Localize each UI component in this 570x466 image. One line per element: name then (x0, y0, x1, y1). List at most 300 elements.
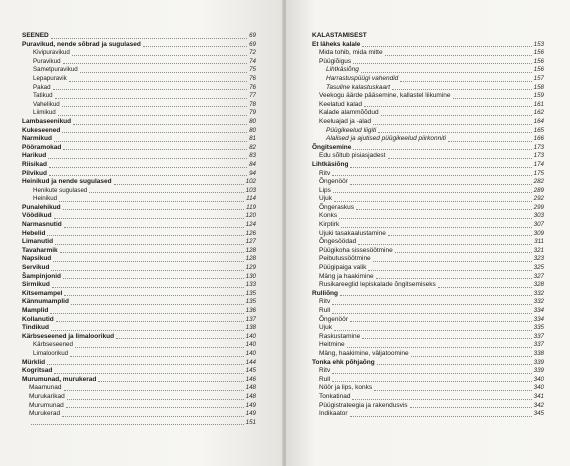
dot-leader (69, 81, 247, 82)
toc-left (22, 32, 256, 427)
toc-entry-title: Murukerad (29, 410, 61, 418)
toc-entry (22, 221, 256, 230)
dot-leader (73, 124, 247, 125)
toc-entry (22, 195, 256, 204)
dot-leader (50, 313, 243, 314)
dot-leader (58, 115, 247, 116)
toc-entry-title: Ritv (319, 169, 331, 177)
toc-entry (312, 144, 544, 153)
toc-entry (22, 316, 256, 325)
toc-entry (22, 359, 256, 368)
dot-leader (51, 270, 243, 271)
toc-entry (22, 58, 256, 67)
dot-leader (388, 235, 532, 236)
dot-leader (59, 201, 244, 202)
dot-leader (453, 98, 532, 99)
toc-entry-title: Rusikareeglid lepiskalade õngitsemiseks (319, 281, 436, 289)
toc-entry (312, 324, 544, 333)
dot-leader (376, 278, 532, 279)
toc-entry-title: Kogritsad (22, 367, 53, 375)
toc-entry-page-number: 133 (245, 281, 256, 289)
toc-entry-title: Kirptirk (319, 221, 340, 229)
toc-entry-title: Rull (319, 307, 331, 314)
toc-entry-title: Tonka ehk põhjaõng (312, 358, 375, 366)
toc-entry (312, 410, 544, 419)
toc-entry-title: Šampinjonid (22, 272, 61, 280)
toc-entry-page-number: 307 (533, 221, 544, 229)
toc-entry-title: Mürklid (22, 358, 46, 366)
toc-entry-title: Puravikud (33, 57, 61, 65)
toc-entry-title: Õngesöödad (319, 238, 357, 246)
toc-entry (22, 384, 256, 393)
toc-entry-title: Narmasnutid (22, 221, 62, 229)
toc-entry (312, 359, 544, 368)
toc-entry-title: Õngitsemine (312, 143, 352, 151)
right-page (286, 0, 570, 466)
toc-entry (22, 161, 256, 170)
toc-entry (22, 187, 256, 196)
toc-entry-page-number: 79 (249, 109, 256, 117)
toc-entry (22, 350, 256, 359)
toc-entry-page-number: 174 (533, 160, 544, 168)
dot-leader (334, 330, 532, 331)
dot-leader (80, 72, 247, 73)
dot-leader (49, 167, 247, 168)
toc-entry-page-number: 299 (533, 203, 544, 211)
dot-leader (72, 55, 247, 56)
toc-entry (22, 144, 256, 153)
toc-entry-page-number: 166 (533, 135, 544, 143)
toc-entry-title: Puravikud, nende sõbrad ja sugulased (22, 40, 141, 48)
toc-entry-title: Liimikud (33, 109, 56, 117)
toc-entry-title: Vöödikud (22, 212, 52, 220)
toc-entry (312, 66, 544, 75)
dot-leader (395, 252, 532, 253)
toc-entry (312, 367, 544, 376)
toc-entry-page-number: 334 (533, 315, 544, 323)
toc-entry (312, 161, 544, 170)
toc-entry-page-number: 130 (245, 272, 256, 280)
left-page (0, 0, 284, 466)
toc-entry (312, 247, 544, 256)
toc-entry-title: Tatikud (33, 92, 53, 100)
toc-entry-page-number: 173 (533, 143, 544, 151)
toc-entry-title: Rulliõng (312, 289, 338, 297)
toc-entry (312, 118, 544, 127)
toc-entry (22, 290, 256, 299)
toc-entry-title: Edu sõltub pisiasjadest (319, 152, 386, 160)
toc-entry-title: KALASTAMISEST (312, 32, 367, 39)
toc-entry (22, 402, 256, 411)
dot-leader (64, 295, 243, 296)
toc-entry-title: Keeluajad ja -alad (319, 117, 372, 125)
toc-entry-title: Murukarikad (29, 392, 65, 400)
toc-entry-title: Narmikud (22, 135, 52, 143)
dot-leader (47, 364, 244, 365)
toc-entry-title: Punalehikud (22, 203, 61, 211)
toc-entry-page-number: 159 (533, 92, 544, 100)
toc-entry (312, 350, 544, 359)
toc-entry (312, 92, 544, 101)
dot-leader (54, 218, 244, 219)
dot-leader (333, 192, 532, 193)
toc-entry-page-number: 175 (533, 169, 544, 177)
toc-entry (312, 238, 544, 247)
toc-entry-page-number: 72 (249, 49, 256, 57)
dot-leader (340, 295, 532, 296)
toc-entry-page-number: 340 (533, 384, 544, 392)
toc-entry-title: Hebelid (22, 229, 46, 237)
dot-leader (53, 89, 248, 90)
toc-entry (312, 101, 544, 110)
toc-entry-title: Õngenöör (319, 178, 348, 186)
toc-entry (312, 75, 544, 84)
toc-entry-title: Kalade alammõõdud (319, 109, 379, 117)
dot-leader (53, 261, 243, 262)
toc-entry (312, 290, 544, 299)
toc-entry-title: Lihtkäsiõng (326, 66, 359, 74)
toc-entry (312, 170, 544, 179)
toc-entry-page-number: 153 (533, 40, 544, 48)
toc-entry-title: Heinikud ja nende sugulased (22, 178, 112, 186)
toc-entry-title: Püügipaiga valik (319, 264, 367, 272)
toc-entry (22, 127, 256, 136)
dot-leader (368, 270, 531, 271)
toc-entry-page-number: 76 (249, 74, 256, 82)
toc-entry (22, 255, 256, 264)
toc-entry (312, 152, 544, 161)
toc-entry-page-number: 119 (246, 203, 256, 211)
toc-entry-page-number: 157 (533, 74, 544, 82)
toc-entry-page-number: 332 (533, 298, 544, 306)
dot-leader (374, 390, 532, 391)
toc-entry (312, 49, 544, 58)
toc-entry (312, 307, 544, 316)
dot-leader (56, 321, 244, 322)
toc-entry (312, 221, 544, 230)
dot-leader (438, 287, 532, 288)
toc-entry-page-number: 146 (245, 375, 256, 383)
toc-entry-title: Kitsemampel (22, 289, 63, 297)
toc-entry-title: Veekogu äärde pääsemine, kallastel liikumine (319, 92, 451, 100)
toc-entry-page-number: 74 (249, 57, 256, 65)
toc-entry-title: Ujuki tasakaalustamine (319, 229, 386, 237)
toc-entry-title: Harrastuspüügi vahendid (326, 74, 399, 82)
toc-entry-page-number: 289 (533, 186, 544, 194)
toc-entry-page-number: 144 (245, 358, 256, 366)
toc-entry-page-number: 323 (533, 255, 544, 263)
toc-entry-title: Vahelikud (33, 100, 60, 108)
toc-entry-title: Konks (319, 212, 338, 220)
toc-entry-title: Lips (319, 186, 331, 194)
toc-entry-title: Nöör ja lips, konks (319, 384, 373, 392)
toc-entry-page-number: 76 (249, 83, 256, 91)
toc-entry (22, 49, 256, 58)
toc-entry (312, 195, 544, 204)
toc-entry-title: Murumunad, murukerad (22, 375, 97, 383)
toc-entry-title: Napsikud (22, 255, 52, 263)
dot-leader (373, 124, 532, 125)
dot-leader (350, 416, 532, 417)
dot-leader (353, 63, 532, 64)
dot-leader (361, 72, 532, 73)
toc-entry-page-number: 338 (533, 349, 544, 357)
toc-entry (22, 75, 256, 84)
toc-entry (22, 84, 256, 93)
toc-entry-page-number: 292 (533, 195, 544, 203)
toc-entry-title: Kivipuravikud (33, 49, 70, 57)
toc-entry-title: Raskustamine (319, 332, 361, 340)
dot-leader (350, 167, 531, 168)
dot-leader (392, 89, 532, 90)
dot-leader (143, 46, 247, 47)
toc-entry (312, 84, 544, 93)
toc-entry (22, 281, 256, 290)
dot-leader (377, 364, 532, 365)
dot-leader (364, 106, 532, 107)
toc-entry-title: Kärbseseened (33, 341, 73, 349)
dot-leader (75, 347, 244, 348)
toc-entry (22, 393, 256, 402)
toc-entry-page-number: 309 (533, 229, 544, 237)
toc-entry-page-number: 80 (249, 117, 256, 125)
toc-entry (22, 367, 256, 376)
toc-entry (22, 264, 256, 273)
toc-entry-title: Heinikud (33, 195, 58, 203)
dot-leader (411, 356, 532, 357)
toc-entry (22, 101, 256, 110)
toc-entry-title: Kollanutid (22, 315, 54, 323)
toc-entry (22, 92, 256, 101)
toc-entry-page-number: 114 (246, 195, 256, 203)
toc-entry-page-number: 128 (245, 255, 256, 263)
toc-entry-page-number: 321 (533, 246, 544, 254)
toc-entry-title: Murumunad (29, 401, 64, 409)
dot-leader (332, 175, 531, 176)
toc-entry (22, 419, 256, 428)
toc-entry (312, 212, 544, 221)
toc-entry (312, 341, 544, 350)
toc-entry (22, 109, 256, 118)
toc-entry-page-number: 135 (245, 298, 256, 306)
dot-leader (48, 158, 247, 159)
toc-entry-title: Maamunad (29, 384, 62, 392)
toc-entry-page-number: 124 (245, 221, 256, 229)
toc-entry-page-number: 75 (249, 66, 256, 74)
dot-leader (98, 381, 243, 382)
toc-entry (312, 109, 544, 118)
toc-entry (22, 32, 256, 41)
toc-entry-page-number: 102 (245, 178, 256, 186)
toc-entry-page-number: 156 (533, 66, 544, 74)
toc-entry-title: Kännumamplid (22, 298, 69, 306)
toc-entry-page-number: 94 (249, 169, 256, 177)
toc-entry (22, 204, 256, 213)
toc-entry-page-number: 325 (533, 264, 544, 272)
toc-entry-page-number: 69 (249, 32, 256, 39)
toc-entry-page-number: 345 (533, 410, 544, 418)
toc-entry-title: Mäng, haakimine, väljatoomine (319, 349, 409, 357)
dot-leader (51, 38, 247, 39)
toc-entry (312, 316, 544, 325)
dot-leader (334, 201, 532, 202)
toc-entry-title: Õngeraskus (319, 203, 355, 211)
toc-entry-title: Peibutussöötmine (319, 255, 371, 263)
toc-entry-title: Henikute sugulased (33, 186, 88, 194)
dot-leader (52, 287, 244, 288)
toc-entry-title: Lihtkäsiõng (312, 160, 349, 168)
dot-leader (47, 235, 243, 236)
toc-entry (22, 341, 256, 350)
toc-entry-title: Püügiõigus (319, 57, 352, 65)
toc-entry (312, 281, 544, 290)
dot-leader (31, 424, 244, 425)
dot-leader (116, 338, 244, 339)
dot-leader (60, 252, 244, 253)
toc-entry-page-number: 148 (245, 392, 256, 400)
toc-entry-title: Mamplid (22, 307, 49, 314)
toc-entry-page-number: 136 (245, 307, 256, 314)
toc-entry-title: Püügikeelud liigiti (326, 126, 377, 134)
toc-entry-page-number: 140 (245, 349, 256, 357)
toc-entry-page-number: 140 (245, 341, 256, 349)
toc-entry-page-number: 78 (249, 100, 256, 108)
toc-entry-page-number: 282 (533, 178, 544, 186)
dot-leader (55, 98, 248, 99)
toc-entry (312, 58, 544, 67)
toc-entry-title: Pakad (33, 83, 51, 91)
toc-entry-page-number: 103 (245, 186, 256, 194)
dot-leader (347, 347, 532, 348)
dot-leader (64, 227, 244, 228)
toc-entry (22, 376, 256, 385)
dot-leader (54, 373, 243, 374)
toc-entry (22, 212, 256, 221)
toc-entry-title: Püügikoha sissesöötmine (319, 246, 393, 254)
toc-entry-title: Tasuline kalastuskaart (326, 83, 391, 91)
toc-entry-title: Kukeseened (22, 126, 61, 134)
toc-entry-title: Harikud (22, 152, 47, 160)
toc-entry (312, 41, 544, 50)
dot-leader (62, 106, 247, 107)
toc-entry-title: Tonkatinad (319, 392, 351, 400)
dot-leader (352, 399, 531, 400)
toc-entry-title: Alalised ja ajutised püügikeelud piirkonniti (326, 135, 446, 143)
toc-entry (312, 178, 544, 187)
toc-entry (312, 187, 544, 196)
toc-entry-page-number: 80 (249, 126, 256, 134)
dot-leader (448, 141, 532, 142)
toc-entry-title: Keelatud kalad (319, 100, 363, 108)
toc-entry-page-number: 138 (245, 324, 256, 332)
dot-leader (385, 55, 532, 56)
toc-entry-title: Ujuk (319, 195, 333, 203)
toc-entry (312, 384, 544, 393)
dot-leader (332, 373, 531, 374)
dot-leader (381, 115, 532, 116)
toc-entry-title: Rull (319, 375, 331, 383)
dot-leader (410, 407, 532, 408)
toc-entry-page-number: 337 (533, 332, 544, 340)
toc-entry-page-number: 149 (245, 410, 256, 418)
toc-entry (22, 135, 256, 144)
toc-entry (312, 393, 544, 402)
toc-entry-title: Riisikad (22, 160, 47, 168)
toc-entry-page-number: 145 (245, 367, 256, 375)
toc-entry (312, 32, 544, 41)
toc-entry-page-number: 83 (249, 152, 256, 160)
toc-entry-title: Limaloorikud (33, 349, 69, 357)
toc-entry (22, 247, 256, 256)
toc-entry-page-number: 82 (249, 143, 256, 151)
toc-entry-page-number: 137 (245, 315, 256, 323)
toc-entry-page-number: 84 (249, 160, 256, 168)
dot-leader (350, 321, 532, 322)
dot-leader (62, 132, 247, 133)
toc-entry-page-number: 156 (533, 57, 544, 65)
toc-entry-title: Pilvikud (22, 169, 47, 177)
dot-leader (114, 184, 244, 185)
toc-entry-page-number: 77 (249, 92, 256, 100)
toc-entry-title: Ujuk (319, 324, 333, 332)
dot-leader (51, 330, 244, 331)
toc-entry (22, 178, 256, 187)
toc-entry-title: Lepapuravik (33, 74, 67, 82)
toc-entry-title: Tavaharmik (22, 246, 58, 254)
toc-entry (312, 273, 544, 282)
toc-entry-page-number: 339 (533, 367, 544, 375)
toc-entry-title: Limanutid (22, 238, 54, 246)
dot-leader (341, 227, 531, 228)
toc-entry (312, 204, 544, 213)
toc-entry-title: Lambaseenikud (22, 117, 72, 125)
toc-entry-page-number: 129 (245, 264, 256, 272)
toc-entry-page-number: 173 (533, 152, 544, 160)
toc-entry-title: Heitmine (319, 341, 345, 349)
toc-entry-title: SEENED (22, 32, 49, 39)
dot-leader (67, 399, 244, 400)
dot-leader (332, 381, 531, 382)
dot-leader (332, 304, 531, 305)
toc-entry-page-number: 149 (245, 401, 256, 409)
dot-leader (66, 407, 244, 408)
toc-entry-page-number: 328 (533, 281, 544, 289)
dot-leader (378, 132, 531, 133)
toc-entry-page-number: 165 (533, 126, 544, 134)
toc-entry (22, 324, 256, 333)
toc-entry-page-number: 135 (245, 289, 256, 297)
toc-entry-title: Et läheks kalale (312, 40, 361, 48)
toc-entry (22, 41, 256, 50)
toc-entry (22, 152, 256, 161)
toc-entry-page-number: 140 (245, 332, 256, 340)
dot-leader (400, 81, 531, 82)
toc-entry-page-number: 120 (245, 212, 256, 220)
toc-entry-title: Ritv (319, 367, 331, 375)
dot-leader (62, 416, 244, 417)
toc-entry-title: Sametpuravikud (33, 66, 78, 74)
toc-entry (22, 170, 256, 179)
toc-entry (312, 376, 544, 385)
dot-leader (71, 304, 244, 305)
toc-entry (22, 410, 256, 419)
dot-leader (89, 192, 243, 193)
toc-entry-page-number: 126 (245, 229, 256, 237)
toc-entry-page-number: 148 (245, 384, 256, 392)
toc-entry-page-number: 339 (533, 358, 544, 366)
toc-entry-page-number: 303 (533, 212, 544, 220)
toc-entry-page-number: 340 (533, 375, 544, 383)
